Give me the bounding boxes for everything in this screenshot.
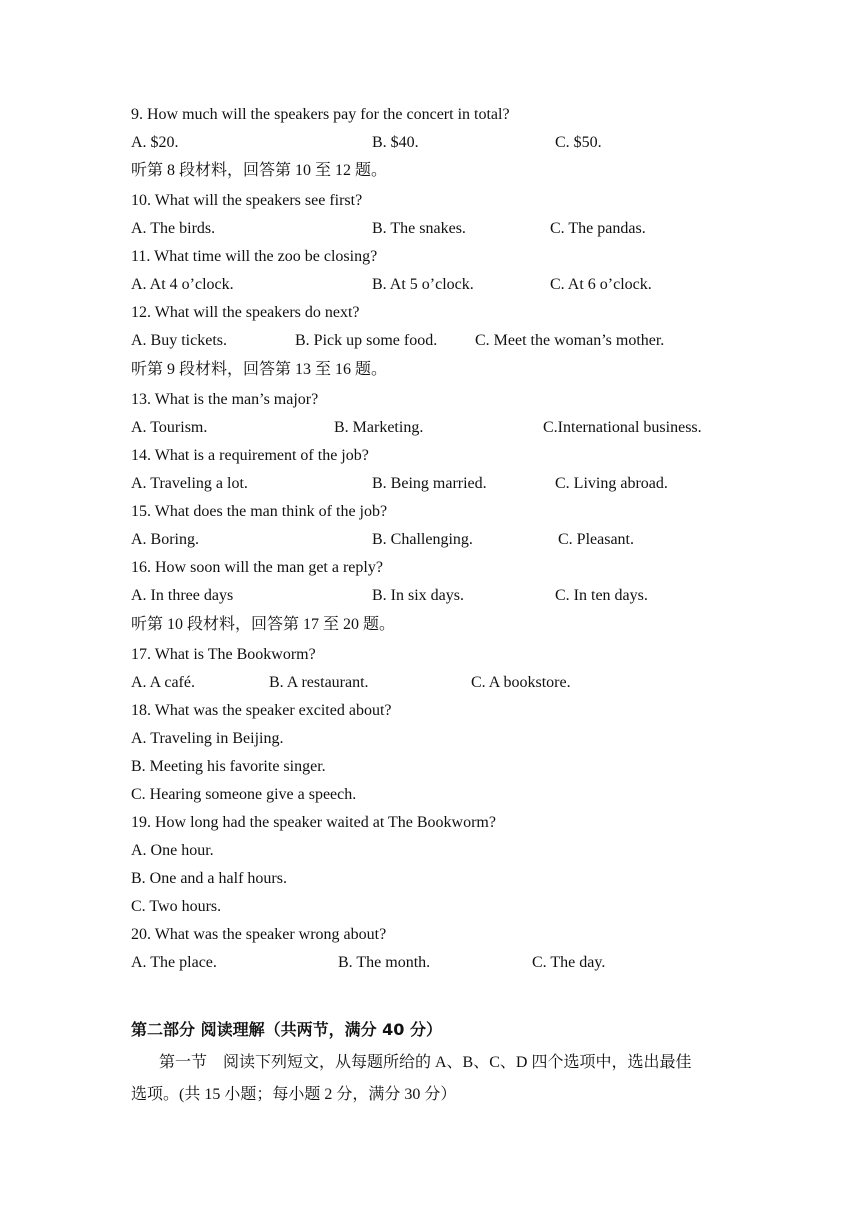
question-9: 9. How much will the speakers pay for the concert in total? [131, 106, 510, 123]
q14-option-b: B. Being married. [372, 475, 487, 492]
q20-option-a: A. The place. [131, 954, 217, 971]
instruction-passage-9: 听第 9 段材料，回答第 13 至 16 题。 [131, 361, 388, 378]
question-17: 17. What is The Bookworm? [131, 646, 316, 663]
question-16: 16. How soon will the man get a reply? [131, 559, 383, 576]
q14-option-c: C. Living abroad. [555, 475, 668, 492]
question-11: 11. What time will the zoo be closing? [131, 248, 378, 265]
q15-option-c: C. Pleasant. [558, 531, 634, 548]
q19-option-c: C. Two hours. [131, 898, 222, 915]
q11-option-a: A. At 4 o’clock. [131, 276, 234, 293]
q9-option-b: B. $40. [372, 134, 419, 151]
q13-option-b: B. Marketing. [334, 419, 424, 436]
instruction-passage-8: 听第 8 段材料，回答第 10 至 12 题。 [131, 162, 388, 179]
question-12: 12. What will the speakers do next? [131, 304, 360, 321]
q9-option-c: C. $50. [555, 134, 602, 151]
part2-heading: 第二部分 阅读理解（共两节，满分 40 分） [131, 1020, 442, 1039]
q11-option-b: B. At 5 o’clock. [372, 276, 474, 293]
question-20: 20. What was the speaker wrong about? [131, 926, 387, 943]
q10-option-b: B. The snakes. [372, 220, 466, 237]
q12-option-c: C. Meet the woman’s mother. [475, 332, 665, 349]
question-13: 13. What is the man’s major? [131, 391, 319, 408]
q16-option-a: A. In three days [131, 587, 234, 604]
q9-option-a: A. $20. [131, 134, 179, 151]
q19-option-b: B. One and a half hours. [131, 870, 287, 887]
q20-option-c: C. The day. [532, 954, 606, 971]
q10-option-a: A. The birds. [131, 220, 216, 237]
q17-option-a: A. A café. [131, 674, 195, 691]
part2-section1-instruction: 第一节 阅读下列短文，从每题所给的 A、B、C、D 四个选项中，选出最佳 [159, 1054, 692, 1071]
q12-option-b: B. Pick up some food. [295, 332, 438, 349]
q19-option-a: A. One hour. [131, 842, 214, 859]
question-14: 14. What is a requirement of the job? [131, 447, 369, 464]
q18-option-a: A. Traveling in Beijing. [131, 730, 284, 747]
instruction-passage-10: 听第 10 段材料，回答第 17 至 20 题。 [131, 616, 396, 633]
question-19: 19. How long had the speaker waited at The Bookworm? [131, 814, 496, 831]
question-15: 15. What does the man think of the job? [131, 503, 388, 520]
question-10: 10. What will the speakers see first? [131, 192, 363, 209]
q12-option-a: A. Buy tickets. [131, 332, 227, 349]
q10-option-c: C. The pandas. [550, 220, 646, 237]
q16-option-b: B. In six days. [372, 587, 464, 604]
q14-option-a: A. Traveling a lot. [131, 475, 248, 492]
q20-option-b: B. The month. [338, 954, 431, 971]
part2-section1-instruction-cont: 选项。(共 15 小题；每小题 2 分，满分 30 分） [131, 1086, 457, 1103]
q11-option-c: C. At 6 o’clock. [550, 276, 652, 293]
q18-option-b: B. Meeting his favorite singer. [131, 758, 326, 775]
q13-option-a: A. Tourism. [131, 419, 208, 436]
q15-option-b: B. Challenging. [372, 531, 473, 548]
q17-option-c: C. A bookstore. [471, 674, 571, 691]
question-18: 18. What was the speaker excited about? [131, 702, 392, 719]
q15-option-a: A. Boring. [131, 531, 199, 548]
q17-option-b: B. A restaurant. [269, 674, 369, 691]
q13-option-c: C.International business. [543, 419, 702, 436]
q16-option-c: C. In ten days. [555, 587, 648, 604]
q18-option-c: C. Hearing someone give a speech. [131, 786, 357, 803]
